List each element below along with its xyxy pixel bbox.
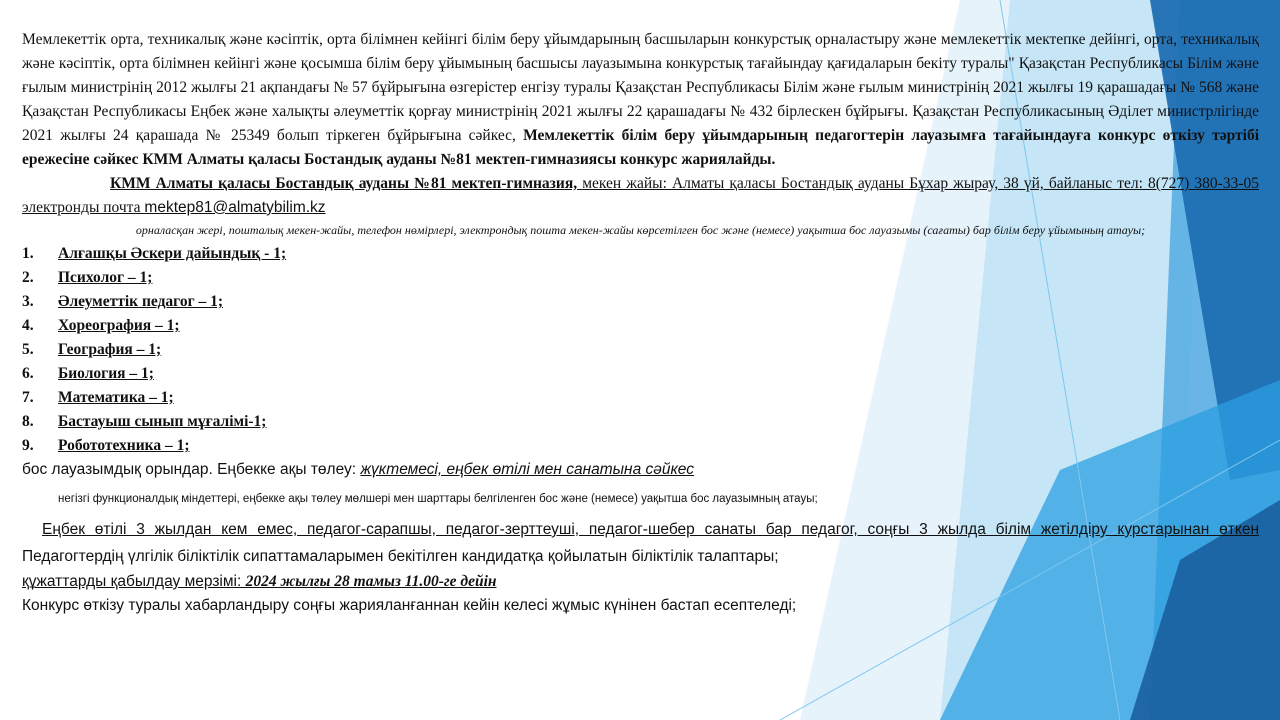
vacancy-title: Бастауыш сынып мұғалімі-1; <box>58 413 267 430</box>
vacancy-number: 9. <box>22 437 34 454</box>
vacancy-item <box>22 242 1259 266</box>
announcement-content <box>22 28 1259 618</box>
vacancy-title: География – 1; <box>58 341 162 358</box>
functions-note: негізгі функционалдық міндеттері, еңбекке ақы төлеу мөлшері мен шарттары белгіленген бос және (немесе) уақытша бос лауазымның атауы; <box>58 493 818 505</box>
vacancy-number: 5. <box>22 341 34 358</box>
intro-paragraph <box>22 28 1259 172</box>
vacancy-item <box>22 266 1259 290</box>
vacancy-title: Психолог – 1; <box>58 269 153 286</box>
vacancy-number: 3. <box>22 293 34 310</box>
organization-name: КММ Алматы қаласы Бостандық ауданы №81 мектеп-гимназия, <box>110 175 583 192</box>
intro-text: Мемлекеттік орта, техникалық және кәсіптік, орта білімнен кейінгі білім беру ұйымдарының басшыларын конкурстық орналастыру және мемлекеттік мектепке дейінгі, орта, техникалық және кәсіптік, орта білімнен кейінгі және қосымша білім беру ұйымының басшысы лауазымына конкурстық тағайындау қағидаларын бекіту туралы" Қазақстан Республикасы Білім және ғылым министрінің 2012 жылғы 21 ақпандағы № 57 бұйрығына өзгерістер енгізу туралы Қазақстан Республикасы Білім және ғылым министрінің 2021 жылғы 19 қарашадағы № 568 және Қазақстан Республикасы Еңбек және халықты әлеуметтік қорғау министрінің 2021 жылғы 22 қарашадағы № 432 бірлескен бұйрығы. Қазақстан Республикасының Әділет министрлігінде 2021 жылғы 24 қарашада № 25349 болып тіркеген бұйрығына сәйкес, <box>22 31 1259 144</box>
vacancy-title: Математика – 1; <box>58 389 174 406</box>
requirements-rest: Педагогтердің үлгілік біліктілік сипаттамаларымен бекітілген кандидатқа қойылатын біліктілік талаптары; <box>22 548 779 565</box>
salary-label: бос лауазымдық орындар. Еңбекке ақы төлеу: <box>22 461 361 478</box>
vacancy-title: Робототехника – 1; <box>58 437 190 454</box>
vacancy-number: 1. <box>22 245 34 262</box>
vacancy-item <box>22 410 1259 434</box>
deadline-label: құжаттарды қабылдау мерзімі: <box>22 573 246 590</box>
requirements-paragraph <box>22 516 1259 570</box>
salary-line <box>22 458 1259 482</box>
location-note: орналасқан жері, пошталық мекен-жайы, телефон нөмірлері, электрондық пошта мекен-жайы көрсетілген бос және (немесе) уақытша бос лауазымы (сағаты) бар білім беру ұйымының атауы; <box>135 223 1146 237</box>
salary-value: жүктемесі, еңбек өтілі мен санатына сәйкес <box>360 461 694 478</box>
vacancy-title: Биология – 1; <box>58 365 154 382</box>
vacancy-item <box>22 338 1259 362</box>
vacancy-item <box>22 290 1259 314</box>
vacancy-item <box>22 362 1259 386</box>
vacancy-title: Хореография – 1; <box>58 317 180 334</box>
vacancy-title: Әлеуметтік педагог – 1; <box>58 293 224 310</box>
organization-email: mektep81@almatybilim.kz <box>144 199 326 216</box>
vacancy-item <box>22 314 1259 338</box>
vacancy-item <box>22 386 1259 410</box>
organization-address: мекен жайы: Алматы қаласы Бостандық ауданы Бұхар жырау, 38 үй, байланыс тел: 8(727) 380-33-05 электронды почта <box>22 175 1259 216</box>
vacancy-number: 2. <box>22 269 34 286</box>
vacancy-number: 4. <box>22 317 34 334</box>
vacancy-title: Алғашқы Әскери дайындық - 1; <box>58 245 287 262</box>
vacancy-number: 6. <box>22 365 34 382</box>
deadline-value: 2024 жылғы 28 тамыз 11.00-ге дейін <box>245 573 497 590</box>
final-note: Конкурс өткізу туралы хабарландыру соңғы жарияланғаннан кейін келесі жұмыс күнінен бастап есептеледі; <box>22 597 797 614</box>
intro-bold-text: Мемлекеттік білім беру ұйымдарының педагогтерін лауазымға тағайындауға конкурс өткізу тәртібі ережесіне сәйкес КММ Алматы қаласы Бостандық ауданы №81 мектеп-гимназиясы конкурс жариялайды. <box>22 127 1260 168</box>
vacancy-number: 7. <box>22 389 34 406</box>
vacancy-number: 8. <box>22 413 34 430</box>
organization-contacts <box>22 172 1259 220</box>
vacancy-item <box>22 434 1259 458</box>
requirements-underlined: Еңбек өтілі 3 жылдан кем емес, педагог-сарапшы, педагог-зерттеуші, педагог-шебер санаты бар педагог, соңғы 3 жылда білім жетілдіру курстарынан өткен <box>42 521 1259 538</box>
vacancy-list <box>22 242 1259 458</box>
deadline-line <box>22 570 1259 594</box>
